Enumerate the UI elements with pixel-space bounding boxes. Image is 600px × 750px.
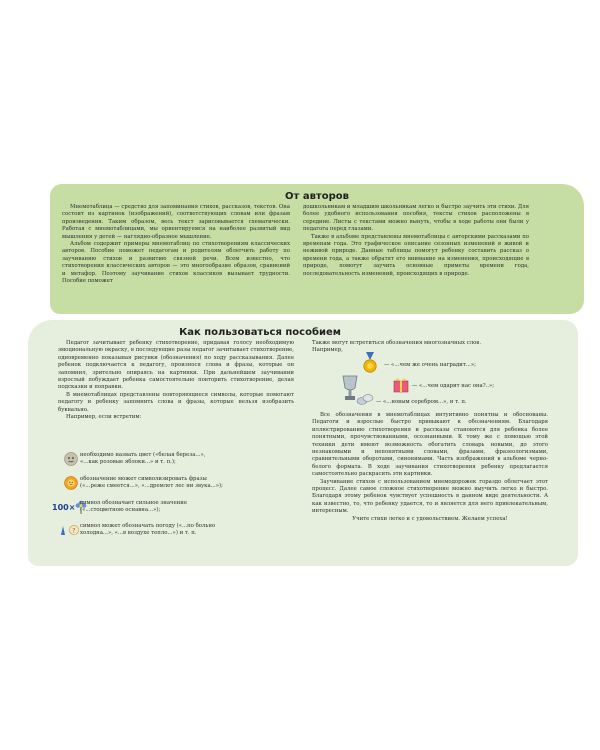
sun-face-icon — [64, 476, 78, 490]
example-1-line-1: необходимо назвать цвет («белая береза...», — [80, 452, 206, 458]
howto-right-intro — [312, 340, 548, 355]
example-2-line-1: обозначение может символизировать фразы — [80, 476, 207, 482]
howto-left-column — [58, 340, 294, 421]
howto-right-body — [312, 412, 548, 523]
silver-coins-icon — [356, 392, 374, 406]
authors-right-column — [303, 204, 529, 278]
authors-right-paragraph-1: дошкольникам и младшим школьникам легко и быстро заучить эти стихи. Для более удобного использования пособия, тексты стихов расположены в середине. Листы с текстами можно вынуть, чтобы в ходе работы они были у педагога перед глазами. — [303, 204, 529, 233]
example-3-line-2: («...стоцветною оснавна...»); — [80, 507, 161, 514]
example-3-line-1: символ обозначает сильное значение — [80, 500, 188, 506]
authors-left-paragraph-2: Альбом содержит примеры мнемотаблиц по стихотворениям классических авторов. Пособие поможет педагогам и родителям облегчить работу по заучиванию стихов и развитию связной речи. Всем известно, что стихотворения классических авторов — это многообразие образов, сравнений и метафор. Поэтому заучивание стихов классиков вызывает трудности. Пособие поможет — [62, 241, 290, 285]
example-row-1 — [80, 452, 280, 467]
svg-text:?: ? — [72, 527, 76, 535]
howto-right-paragraph-3: Все обозначения в мнемотаблицах интуитивно понятны и обоснованы. Педагоги и взрослые быстро привыкают к обозначениям. Благодаря иллюстрированию стихотворения и рассказы становятся для ребенка более понятными, прочувствованными, осознанными. К тому же с помощью этой техники дети имеют возможность обогатить словарь новыми, до этого незнакомыми и непонятными словами, фразами, фразеологизмами, сравнительными оборотами, синонимами. Часть изображений в альбоме черно-белого формата. В ходе заучивания стихотворения ребенку предлагается самостоятельно раскрасить эти картинки. — [312, 412, 548, 478]
authors-left-paragraph-1: Мнемотаблица — средство для запоминания стихов, рассказов, текстов. Она состоит из картинок (изображений), соответствующих словам или фразам произведения. Таким образом, весь текст зарисовывается схематически. Работая с мнемотаблицами, мы ориентируемся на наиболее развитый вид мышления у детей — наглядно-образное мышление. — [62, 204, 290, 240]
howto-right-closing: Учите стихи легко и с удовольствием. Желаем успеха! — [352, 515, 508, 522]
example-row-2 — [80, 476, 280, 491]
howto-left-paragraph-3: Например, если встретим: — [66, 414, 142, 421]
example-row-4 — [80, 523, 280, 538]
example-row-3 — [80, 500, 280, 515]
gift-box-icon — [392, 375, 410, 393]
authors-left-column — [62, 204, 290, 285]
howto-right-paragraph-1: Также могут встретиться обозначения многозначных слов. — [312, 340, 482, 346]
weather-icon — [58, 523, 82, 537]
authors-title: От авторов — [285, 191, 349, 202]
example-1-line-2: «...как розовые яблоки...» и т. п.); — [80, 459, 176, 466]
example-4-line-1: символ может обозначать погоду («...по больно — [80, 523, 216, 529]
example-4-line-2: холодна...», «...в воздухе тепло...») и т. п. — [80, 530, 197, 537]
medal-icon — [362, 352, 378, 374]
howto-left-paragraph-1: Педагог зачитывает ребенку стихотворение, придавая голосу необходимую эмоциональную окраску, в последующие разы педагог зачитывает стихотворение, одновременно показывая рисунки (обозначения) по ходу рассказывания. Далее ребенок подключается к педагогу, произнося слова и фразы, которые он запомнил, зрительно опираясь на картинки. При дальнейшем заучивании взрослый побуждает ребенка самостоятельно повторить стихотворение, делая подсказки и поправки. — [58, 340, 294, 391]
howto-left-paragraph-2: В мнемотаблицах представлены повторяющиеся символы, которые помогают педагогу и ребенку запомнить слова и фразы, которые нельзя изобразить буквально. — [58, 391, 294, 413]
example-2-line-2: («...реже смеется...», «...дремлет лес ни звука...»); — [80, 483, 223, 490]
howto-right-paragraph-4: Заучивание стихов с использованием мнемодорожек гораздо облегчает этот процесс. Далее самое сложное стихотворение можно выучить легко и быстро. Благодаря этому ребенок чувствует успешность в данном виде деятельности. А как известно, то, что ребенку удается, то и является для него привлекательным, интересным. — [312, 478, 548, 515]
face-color-icon — [64, 452, 78, 466]
howto-title: Как пользоваться пособием — [179, 327, 341, 338]
howto-right-paragraph-2: Например, — [312, 347, 343, 354]
example-award-text: — «...чем же очень наградит...»; — [384, 362, 476, 368]
example-gift-text: — «...чем одарит нас она?..»; — [412, 383, 495, 389]
authors-right-paragraph-2: Также в альбоме представлены мнемотаблицы с авторскими рассказами по временам года. Это графическое описание сезонных изменений в живой и неживой природе. Данные таблицы помогут ребенку составить рассказ о времени года, а также обратят его внимание на изменения, происходящие в природе, помогут заучить основные приметы времени года, последовательность изменений, происходящих в природе. — [303, 233, 529, 277]
example-silver-text: — «...новым серебром...», и т. п. — [376, 399, 467, 405]
hundred-times-badge: 100× — [52, 503, 76, 512]
